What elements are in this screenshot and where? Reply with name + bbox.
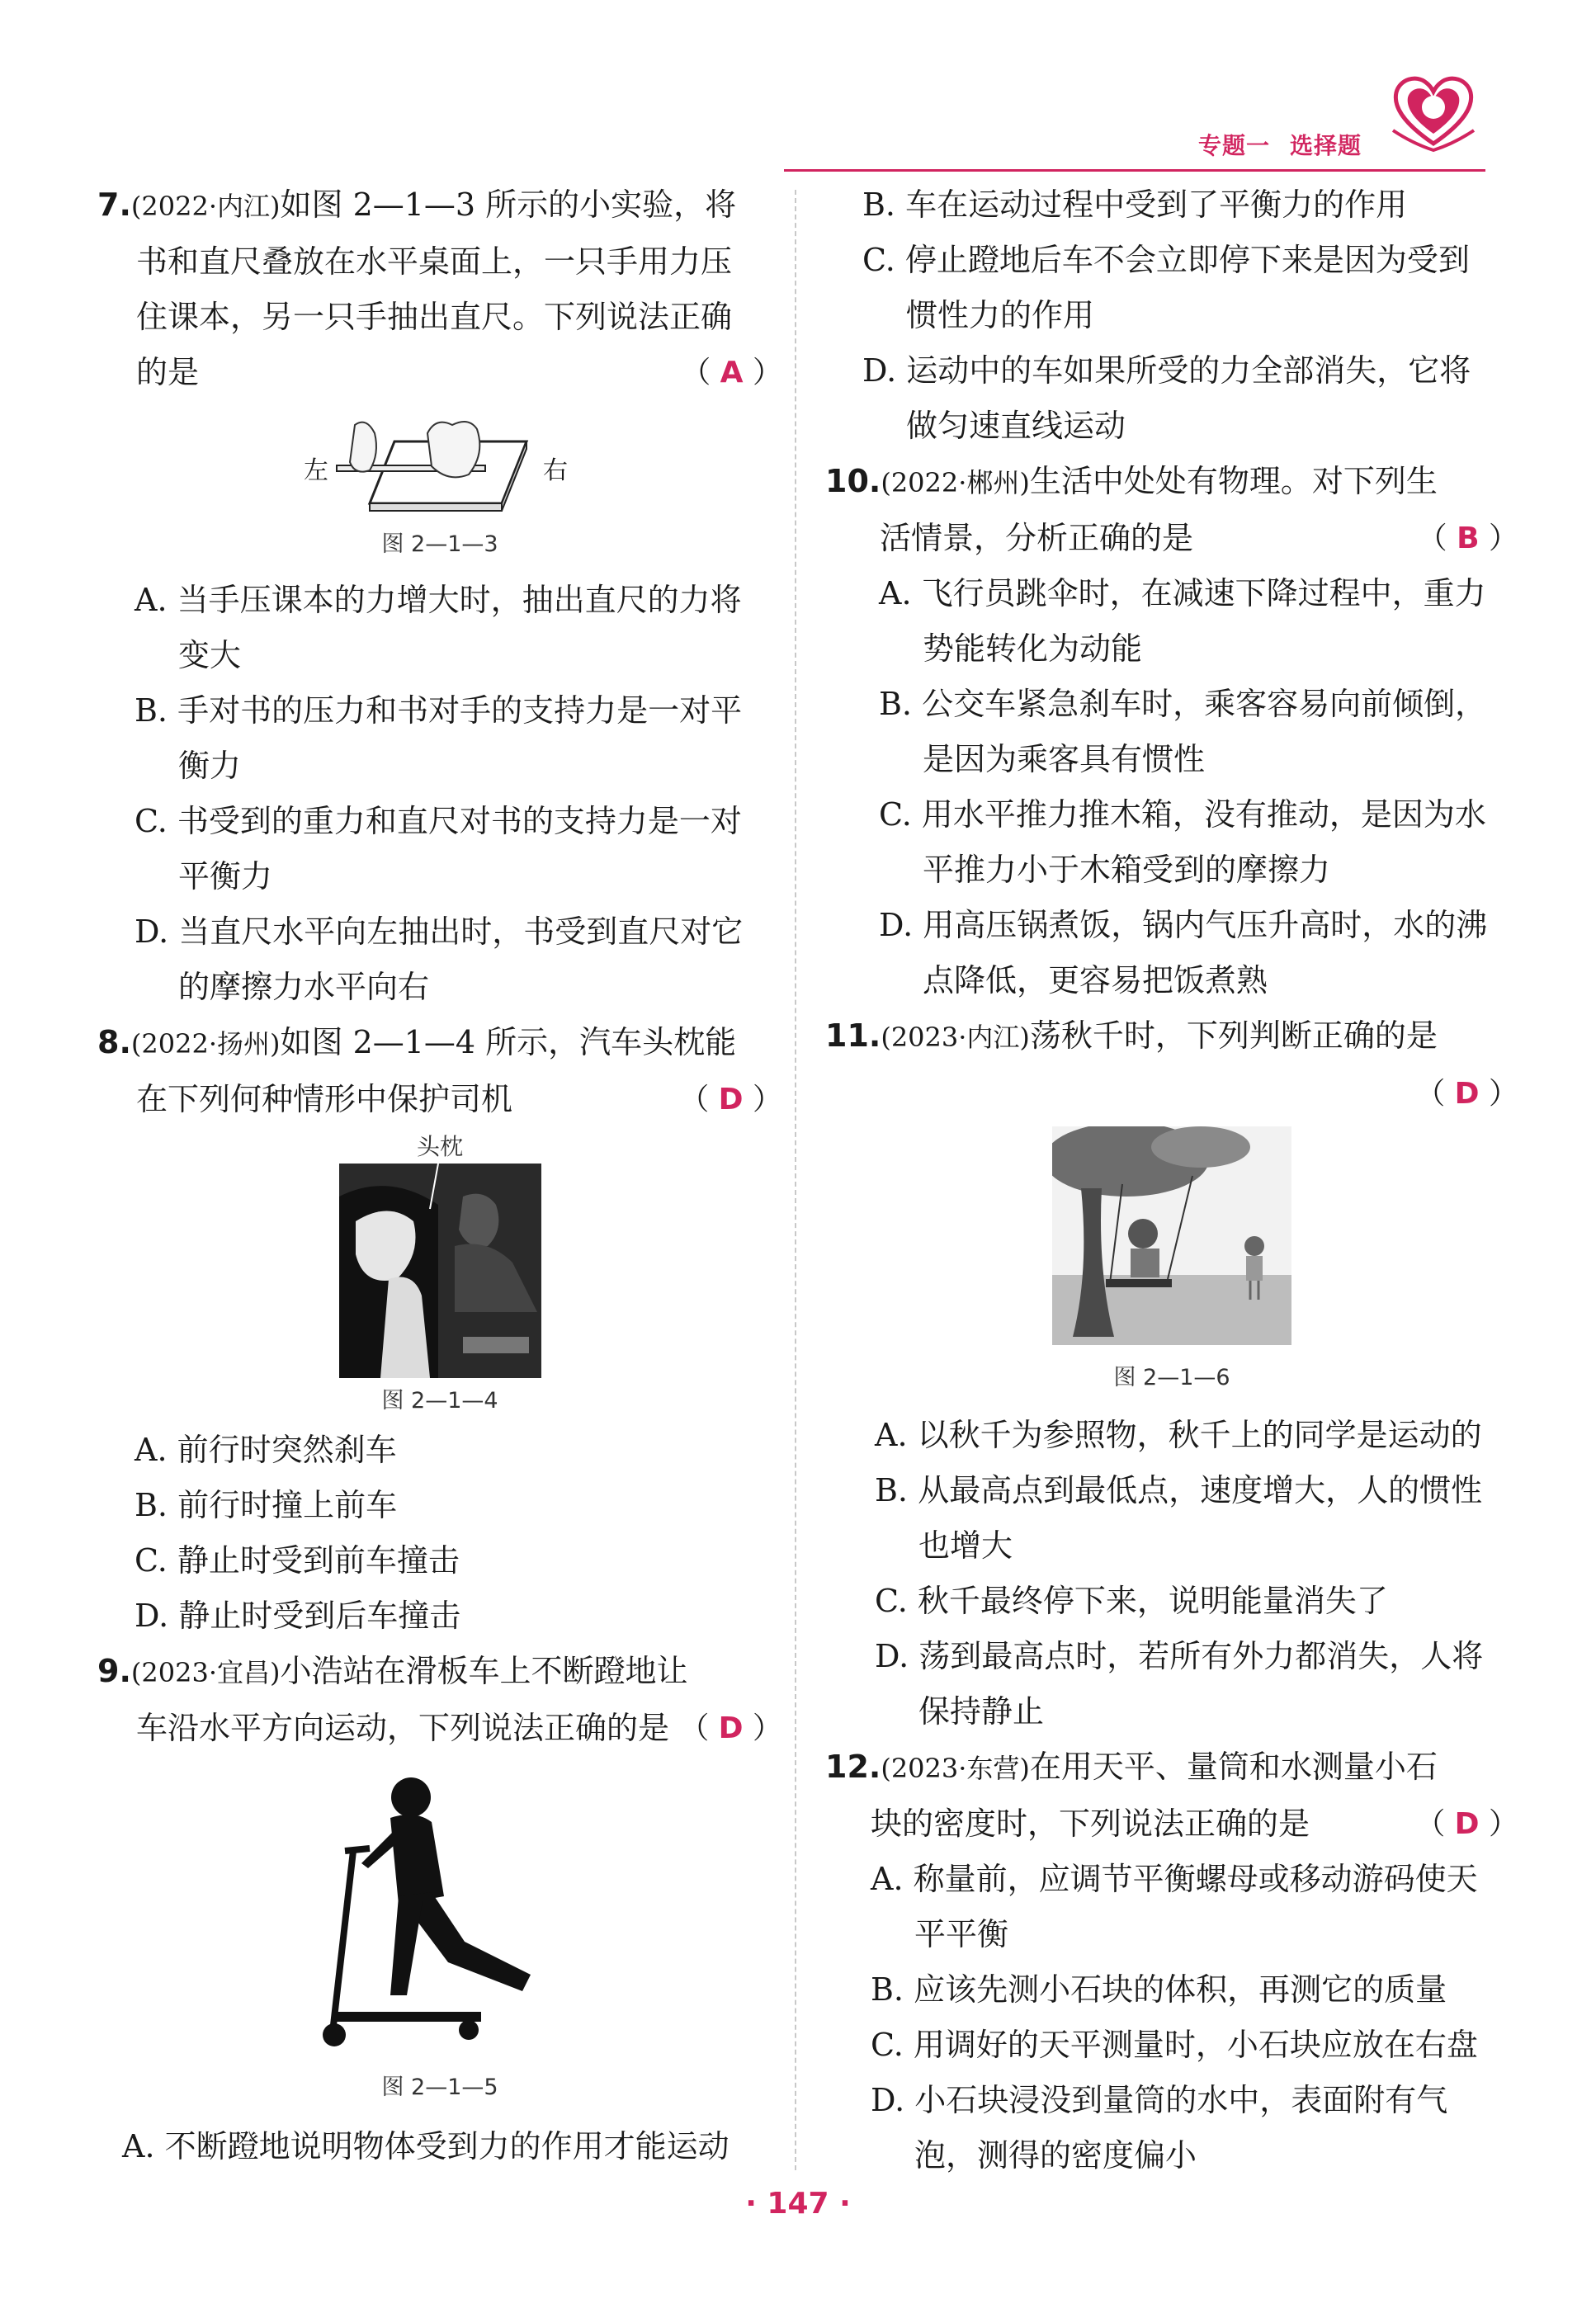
figure-caption: 图 2—1—6 [1113,1365,1230,1390]
header-title [1178,128,1362,161]
option-a: A. 以秋千为参照物，秋千上的同学是运动的 [875,1417,1482,1453]
option-a-cont: 平平衡 [914,1916,1009,1952]
option-b-cont: 是因为乘客具有惯性 [923,741,1206,777]
option-b: B. 从最高点到最低点，速度增大，人的惯性 [875,1472,1483,1508]
question-source: (2023·宜昌) [130,1657,281,1688]
header-topic: 专题一 [1197,132,1270,159]
option-d: D. 小石块浸没到量筒的水中，表面附有气 [871,2082,1448,2118]
question-11 [825,1008,1518,1739]
question-number: 11. [825,1017,881,1054]
option-c: C. 书受到的重力和直尺对书的支持力是一对 [135,803,742,839]
option-c: C. 用调好的天平测量时，小石块应放在右盘 [871,2027,1478,2063]
figure-book-ruler [304,408,576,520]
option-b: B. 应该先测小石块的体积，再测它的质量 [871,1971,1447,2008]
answer-letter: A [720,356,744,389]
option-a: A. 称量前，应调节平衡螺母或移动游码使天 [871,1861,1478,1897]
question-text: 住课本，另一只手抽出直尺。下列说法正确 [136,299,733,335]
question-text: 如图 2—1—4 所示，汽车头枕能 [280,1024,737,1060]
answer-box: （ D ） [1415,1077,1518,1111]
option-d: D. 当直尺水平向左抽出时，书受到直尺对它 [135,913,744,950]
answer-letter: B [1457,522,1480,555]
option-b-cont: 也增大 [918,1527,1013,1564]
answer-box: （ B ） [1417,522,1518,555]
question-number: 12. [825,1749,881,1785]
answer-letter: D [718,1083,744,1116]
figure-scooter [316,1773,564,2053]
question-text: 块的密度时，下列说法正确的是 [871,1806,1310,1842]
option-d-cont: 点降低，更容易把饭煮熟 [923,962,1268,998]
right-column [825,177,1518,2183]
question-number: 9. [97,1653,131,1689]
option-d: D. 运动中的车如果所受的力全部消失，它将 [862,352,1471,389]
option-a-cont: 变大 [178,637,242,673]
option-c: C. 停止蹬地后车不会立即停下来是因为受到 [862,242,1470,278]
question-text: 活情景，分析正确的是 [880,520,1194,556]
page-number: · 147 · [745,2187,851,2221]
question-source: (2023·东营) [881,1753,1030,1784]
question-text: 在用天平、量筒和水测量小石 [1029,1749,1438,1785]
option-d-cont: 做匀速直线运动 [906,408,1126,444]
option-c: C. 用水平推力推木箱，没有推动，是因为水 [879,796,1486,833]
question-number: 8. [97,1024,131,1060]
question-text: 在下列何种情形中保护司机 [136,1081,513,1117]
swing-illustration [1052,1126,1291,1345]
question-text: 书和直尺叠放在水平桌面上，一只手用力压 [136,243,733,280]
answer-letter: D [1454,1077,1480,1111]
question-source: (2022·扬州) [130,1028,281,1060]
book-ruler-illustration [304,408,576,520]
option-c-cont: 平推力小于木箱受到的摩擦力 [923,852,1331,888]
option-a: A. 飞行员跳伞时，在减速下降过程中，重力 [879,575,1486,611]
question-source: (2022·内江) [130,191,281,222]
question-number: 7. [97,186,131,223]
header-section: 选择题 [1289,132,1362,159]
option-d: D. 荡到最高点时，若所有外力都消失，人将 [875,1638,1484,1674]
option-a-cont: 势能转化为动能 [923,630,1143,667]
answer-box: （ D ） [1415,1807,1518,1841]
answer-letter: D [718,1711,744,1745]
question-text: 如图 2—1—3 所示的小实验，将 [280,186,737,223]
option-b: B. 车在运动过程中受到了平衡力的作用 [862,186,1408,223]
answer-box: （ D ） [679,1083,782,1116]
question-9-continued [825,177,1518,454]
scooter-silhouette [316,1773,564,2053]
option-d-cont: 的摩擦力水平向右 [178,969,430,1005]
figure-caption: 图 2—1—5 [381,2075,498,2100]
question-10 [825,454,1518,1008]
option-c: C. 静止时受到前车撞击 [135,1542,460,1579]
figure-swing [1052,1126,1291,1345]
question-number: 10. [825,463,881,499]
option-b-cont: 衡力 [178,748,242,784]
question-text: 荡秋千时，下列判断正确的是 [1029,1017,1438,1054]
option-a: A. 不断蹬地说明物体受到力的作用才能运动 [122,2128,730,2164]
option-b: B. 前行时撞上前车 [135,1487,398,1523]
answer-box: （ D ） [679,1711,782,1745]
car-headrest-photo [339,1164,541,1378]
header-rule [784,169,1485,172]
question-12 [825,1739,1518,2183]
option-d-cont: 保持静止 [918,1693,1045,1730]
question-8 [97,1015,782,1644]
question-text: 小浩站在滑板车上不断蹬地让 [280,1653,688,1689]
answer-letter: D [1454,1807,1480,1841]
left-column [97,177,782,2174]
headrest-label: 头枕 [416,1133,463,1160]
option-c-cont: 平衡力 [178,858,273,895]
option-c-cont: 惯性力的作用 [906,297,1095,333]
page-header [784,50,1485,173]
question-7 [97,177,782,1015]
label-right: 右 [543,456,568,485]
question-source: (2023·内江) [881,1022,1030,1053]
option-a: A. 前行时突然刹车 [135,1432,397,1468]
question-text: 的是 [136,354,200,390]
option-b: B. 手对书的压力和书对手的支持力是一对平 [135,692,743,729]
page-number-value: 147 [767,2187,829,2221]
question-text: 生活中处处有物理。对下列生 [1029,463,1438,499]
question-text: 车沿水平方向运动，下列说法正确的是 [136,1710,670,1746]
figure-caption: 图 2—1—3 [381,531,498,557]
option-d: D. 用高压锅煮饭，锅内气压升高时，水的沸 [879,907,1488,943]
question-source: (2022·郴州) [881,467,1030,498]
heart-logo-icon [1388,64,1479,155]
figure-caption: 图 2—1—4 [381,1388,498,1414]
question-9 [97,1644,782,2174]
answer-box: （ A ） [681,356,782,389]
option-d-cont: 泡，测得的密度偏小 [914,2137,1197,2174]
figure-headrest [339,1164,541,1378]
option-a: A. 当手压课本的力增大时，抽出直尺的力将 [135,582,742,618]
option-b: B. 公交车紧急刹车时，乘客容易向前倾倒， [879,686,1487,722]
column-divider [795,190,796,2170]
option-d: D. 静止时受到后车撞击 [135,1598,461,1634]
option-c: C. 秋千最终停下来，说明能量消失了 [875,1583,1388,1619]
label-left: 左 [304,456,328,485]
